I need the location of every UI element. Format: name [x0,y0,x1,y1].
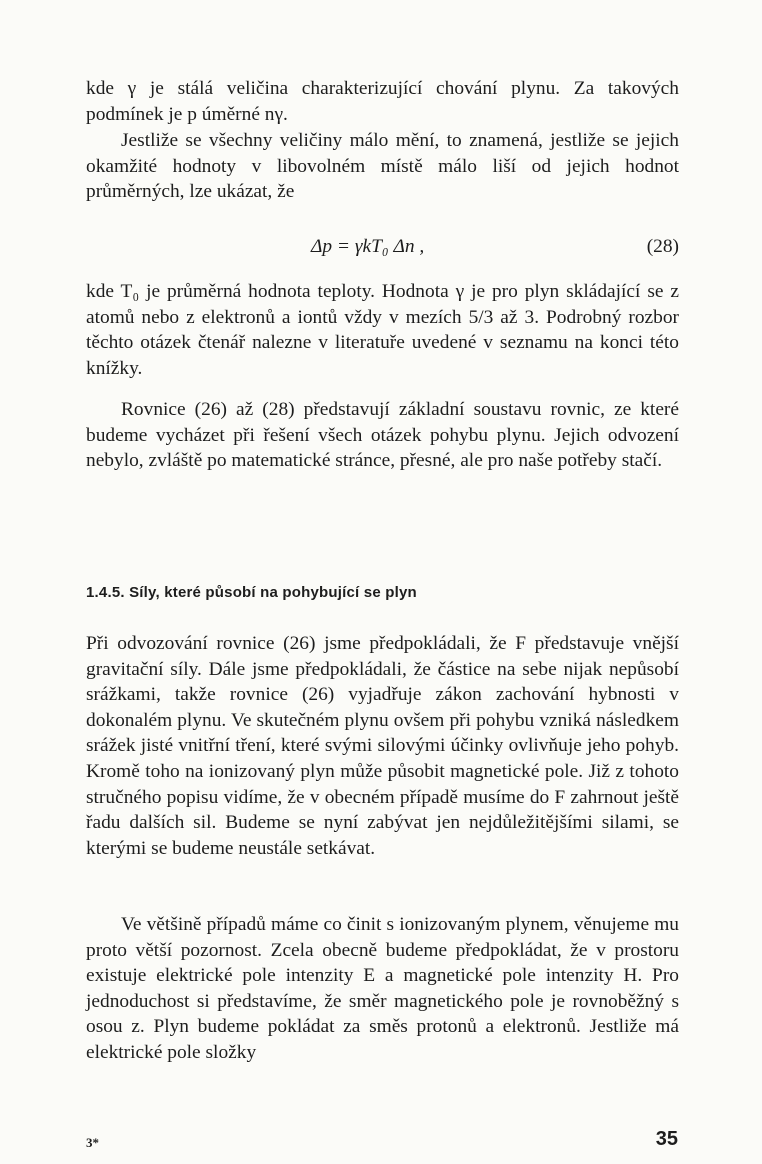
paragraph-text: Při odvozování rovnice (26) jsme předpokládali, že F představuje vnější gravitační síly. Dále jsme předpokládali, že částice na sebe nijak nepůsobí srážkami, takže rovnice (26) vyjadřuje zákon zachování hybnosti v dokonalém plynu. Ve skutečném plynu ovšem při pohybu vzniká následkem srážek jisté vnitřní tření, které svými silovými účinky ovlivňuje jeho pohyb. Kromě toho na ionizovaný plyn může působit magnetické pole. Již z tohoto stručného popisu vidíme, že v obecném případě musíme do F zahrnout ještě řadu dalších sil. Budeme se nyní zabývat jen nejdůležitějšími silami, se kterými se budeme neustále setkávat. [86,633,679,859]
paragraph-text: Ve většině případů máme co činit s ionizovaným plynem, věnujeme mu proto větší pozornost. Zcela obecně budeme předpokládat, že v prostoru existuje elektrické pole intenzity E a magnetické pole intenzity H. Pro jednoduchost si představíme, že směr magnetického pole je rovnoběžný s osou z. Plyn budeme pokládat za směs protonů a elektronů. Jestliže má elektrické pole složky [86,914,679,1063]
paragraph-text: Rovnice (26) až (28) představují základní soustavu rovnic, ze které budeme vycházet při řešení všech otázek pohybu plynu. Jejich odvození nebylo, zvláště po matematické stránce, přesné, ale pro naše potřeby stačí. [86,399,679,472]
paragraph-continuation [86,76,679,127]
paragraph-4 [86,397,679,474]
equation-formula: Δp = γkT₀ Δn , [311,236,425,257]
paragraph-text: kde T₀ je průměrná hodnota teploty. Hodnota γ je pro plyn skládající se z atomů nebo z elektronů a iontů vždy v mezích 5/3 až 3. Podrobný rozbor těchto otázek čtenář nalezne v literatuře uvedené v seznamu na konci této knížky. [86,281,679,379]
equation-number: (28) [646,236,679,257]
paragraph-6 [86,912,679,1066]
paragraph-text: kde γ je stálá veličina charakterizující chování plynu. Za takových podmínek je p úměrné nγ. [86,78,679,125]
paragraph-text: Jestliže se všechny veličiny málo mění, to znamená, jestliže se jejich okamžité hodnoty v libovolném místě málo liší od jejich hodnot průměrných, lze ukázat, že [86,130,679,203]
printer-signature: 3* [86,1135,99,1150]
equation-28 [86,234,679,259]
paragraph-2 [86,128,679,205]
section-heading: 1.4.5. Síly, které působí na pohybující se plyn [86,584,417,601]
paragraph-5 [86,631,679,861]
page-number: 35 [655,1128,678,1150]
paragraph-3 [86,279,679,381]
